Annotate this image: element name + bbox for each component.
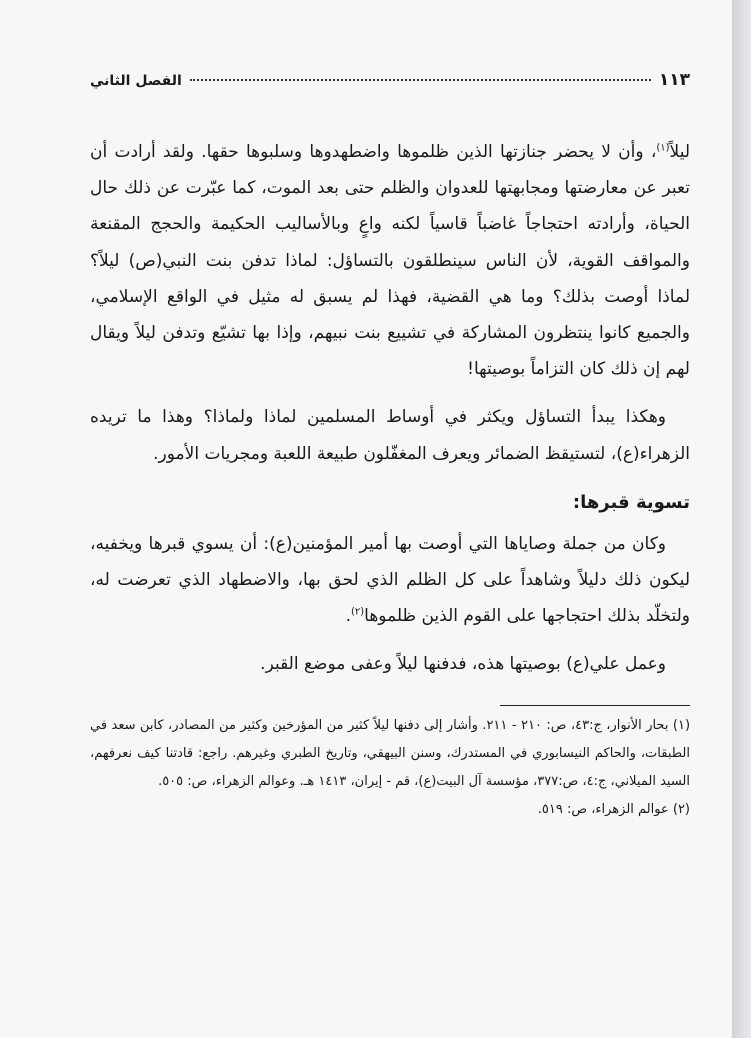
paragraph-2: وهكذا يبدأ التساؤل ويكثر في أوساط المسلمين لماذا ولماذا؟ وهذا ما تريده الزهراء(ع)، لتستيقظ الضمائر ويعرف المغفّلون طبيعة اللعبة ومجريات الأمور. [90,407,690,464]
body-text [90,134,690,683]
footnotes [90,712,690,824]
page-edge-shadow [732,0,751,1038]
footnote-separator [500,705,690,706]
page-number: ١١٣ [658,70,690,90]
paragraph-3: وكان من جملة وصاياها التي أوصت بها أمير المؤمنين(ع): أن يسوي قبرها ويخفيه، ليكون ذلك دليلاً وشاهداً على كل الظلم الذي لحق بها، والاضطهاد الذي تعرضت له، ولتخلّد بذلك احتجاجها على القوم الذين ظلموها$^{(٢)}$. [90,533,690,627]
running-header [90,70,690,98]
footnote-ref-2[interactable]: (٢) [350,606,365,618]
header-dot-leader [190,79,651,81]
footnote-1: (١) بحار الأنوار، ج:٤٣، ص: ٢١٠ - ٢١١. وأشار إلى دفنها ليلاً كثير من المؤرخين وكثير من المصادر، كابن سعد في الطبقات، والحاكم النيسابوري في المستدرك، وسنن البيهقي، وتاريخ الطبري وغيرهم. راجع: قادتنا كيف نعرفهم، السيد الميلاني، ج:٤، ص:٣٧٧، مؤسسة آل البيت(ع)، قم - إيران، ١٤١٣ هـ. وعوالم الزهراء، ص: ٥٠٥. [90,717,691,789]
paragraph-1: ليلاً$^{(١)}$، وأن لا يحضر جنازتها الذين ظلموها واضطهدوها وسلبوها حقها. ولقد أرادت أن تعبر عن معارضتها ومجابهتها للعدوان والظلم حتى بعد الموت، كما عبّرت عن ذلك حال الحياة، وأرادته احتجاجاً غاضباً قاسياً لكنه واعٍ وبالأساليب الحكيمة والحجج المقنعة والمواقف القوية، لأن الناس سينطلقون بالتساؤل: لماذا تدفن بنت النبي(ص) ليلاً؟ لماذا أوصت بذلك؟ وما هي القضية، فهذا لم يسبق له مثيل في الواقع الإسلامي، والجميع كانوا ينتظرون المشاركة في تشييع بنت نبيهم، وإذا بها تشيّع وتدفن ليلاً ويقال لهم إن ذلك كان التزاماً بوصيتها! [90,142,690,380]
footnote-ref-1[interactable]: (١) [656,142,670,154]
chapter-title: الفصل الثاني [90,73,182,89]
footnote-2: (٢) عوالم الزهراء، ص: ٥١٩. [537,801,690,817]
paragraph-4: وعمل علي(ع) بوصيتها هذه، فدفنها ليلاً وعفى موضع القبر. [260,654,666,675]
page-content [90,70,690,824]
section-heading: تسوية قبرها: [572,491,690,513]
